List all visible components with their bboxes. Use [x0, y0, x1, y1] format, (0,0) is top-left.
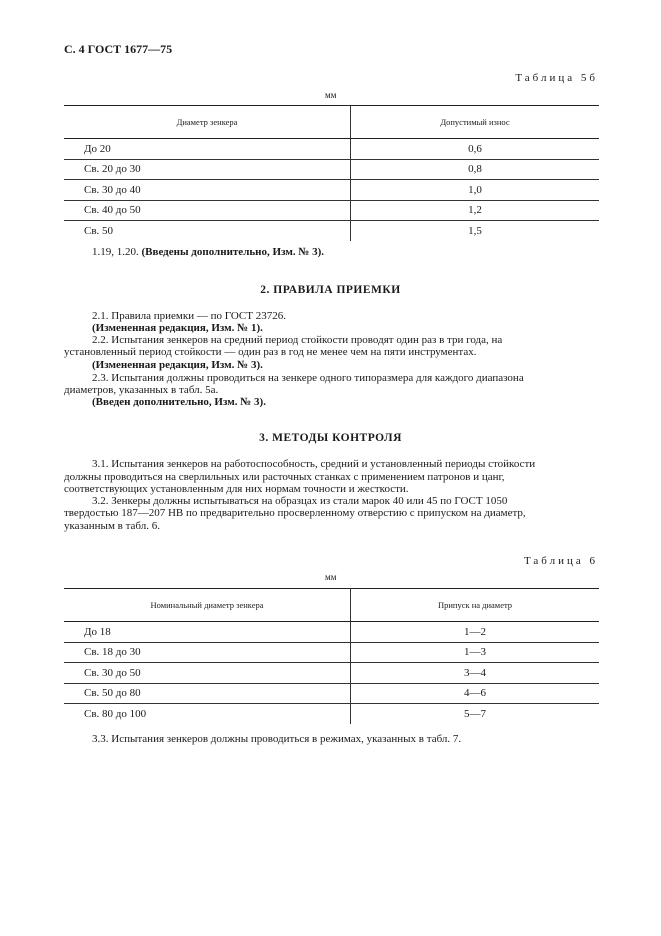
para-2-2-note: (Измененная редакция, Изм. № 3). [92, 359, 263, 371]
table-cell: Св. 30 до 50 [64, 663, 351, 684]
table-row [64, 200, 599, 221]
table-6 [64, 588, 599, 724]
table-cell: 0,6 [351, 139, 600, 160]
table-cell: 5—7 [464, 707, 486, 720]
para-3-2-line3: указанным в табл. 6. [64, 520, 160, 532]
table-row [64, 642, 599, 663]
table-cell: Св. 80 до 100 [64, 704, 351, 724]
table-row [64, 663, 599, 684]
para-2-1-note: (Измененная редакция, Изм. № 1). [92, 322, 263, 334]
table-cell: Св. 30 до 40 [64, 180, 351, 201]
para-3-1-line1: 3.1. Испытания зенкеров на работоспособность, средний и установленный периоды стойкости [92, 458, 536, 470]
para-3-2-line2: твердостью 187—207 НВ по предварительно просверленному отверстию с припуском на диаметр, [64, 507, 526, 519]
table-cell: 0,8 [351, 159, 600, 180]
table-cell: Св. 20 до 30 [64, 159, 351, 180]
note-1-19-bold: (Введены дополнительно, Изм. № 3). [141, 246, 325, 258]
table-cell: 1,2 [351, 200, 600, 221]
para-2-2-line2: установленный период стойкости — один раз в год не менее чем на пяти инструментах. [64, 346, 477, 358]
para-3-1-line2: должны проводиться на сверлильных или расточных станках с применением патронов и цанг, [64, 471, 505, 483]
section-2-title: 2. ПРАВИЛА ПРИЕМКИ [260, 284, 401, 296]
table-row [64, 704, 599, 724]
note-1-19-prefix: 1.19, 1.20. [92, 246, 139, 258]
table-cell: 4—6 [351, 683, 600, 704]
para-2-2-line1: 2.2. Испытания зенкеров на средний период стойкости проводят один раз в три года, на [92, 334, 503, 346]
para-2-3-line1: 2.3. Испытания должны проводиться на зенкере одного типоразмера для каждого диапазона [92, 372, 524, 384]
table-row [64, 683, 599, 704]
para-3-2-line1: 3.2. Зенкеры должны испытываться на образцах из стали марок 40 или 45 по ГОСТ 1050 [92, 495, 508, 507]
table-5b-unit: мм [325, 90, 337, 100]
para-3-1-line3: соответствующих установленным для них нормам точности и жесткости. [64, 483, 409, 495]
para-2-3-note: (Введен дополнительно, Изм. № 3). [92, 396, 266, 408]
note-1-19 [92, 246, 324, 259]
table-5b-header-wear: Допустимый износ [351, 106, 600, 139]
table-row [64, 221, 599, 241]
para-2-3-line2: диаметров, указанных в табл. 5а. [64, 384, 219, 396]
para-3-3: 3.3. Испытания зенкеров должны проводиться в режимах, указанных в табл. 7. [92, 733, 462, 745]
table-cell: 1—2 [351, 622, 600, 643]
table-cell: Св. 50 до 80 [64, 683, 351, 704]
page-header: С. 4 ГОСТ 1677—75 [64, 42, 173, 56]
table-5b-header-diameter: Диаметр зенкера [64, 106, 351, 139]
table-cell: Св. 40 до 50 [64, 200, 351, 221]
table-6-header-allowance: Припуск на диаметр [351, 589, 600, 622]
table-row [64, 622, 599, 643]
section-3-title: 3. МЕТОДЫ КОНТРОЛЯ [259, 432, 402, 444]
table-6-caption: Таблица 6 [523, 555, 598, 567]
table-cell: 3—4 [351, 663, 600, 684]
table-row [64, 139, 599, 160]
table-cell: До 18 [64, 622, 351, 643]
table-cell: Св. 18 до 30 [64, 642, 351, 663]
table-cell: 1—3 [351, 642, 600, 663]
table-row [64, 159, 599, 180]
table-6-unit: мм [325, 572, 337, 582]
table-cell: 1,0 [351, 180, 600, 201]
table-cell: 1,5 [468, 224, 482, 237]
table-row [64, 180, 599, 201]
table-cell: Св. 50 [64, 221, 351, 241]
para-2-1: 2.1. Правила приемки — по ГОСТ 23726. [92, 310, 286, 322]
table-5b [64, 105, 599, 241]
table-5b-caption: Таблица 5б [515, 72, 598, 84]
table-cell: До 20 [64, 139, 351, 160]
table-6-header-diameter: Номинальный диаметр зенкера [64, 589, 351, 622]
